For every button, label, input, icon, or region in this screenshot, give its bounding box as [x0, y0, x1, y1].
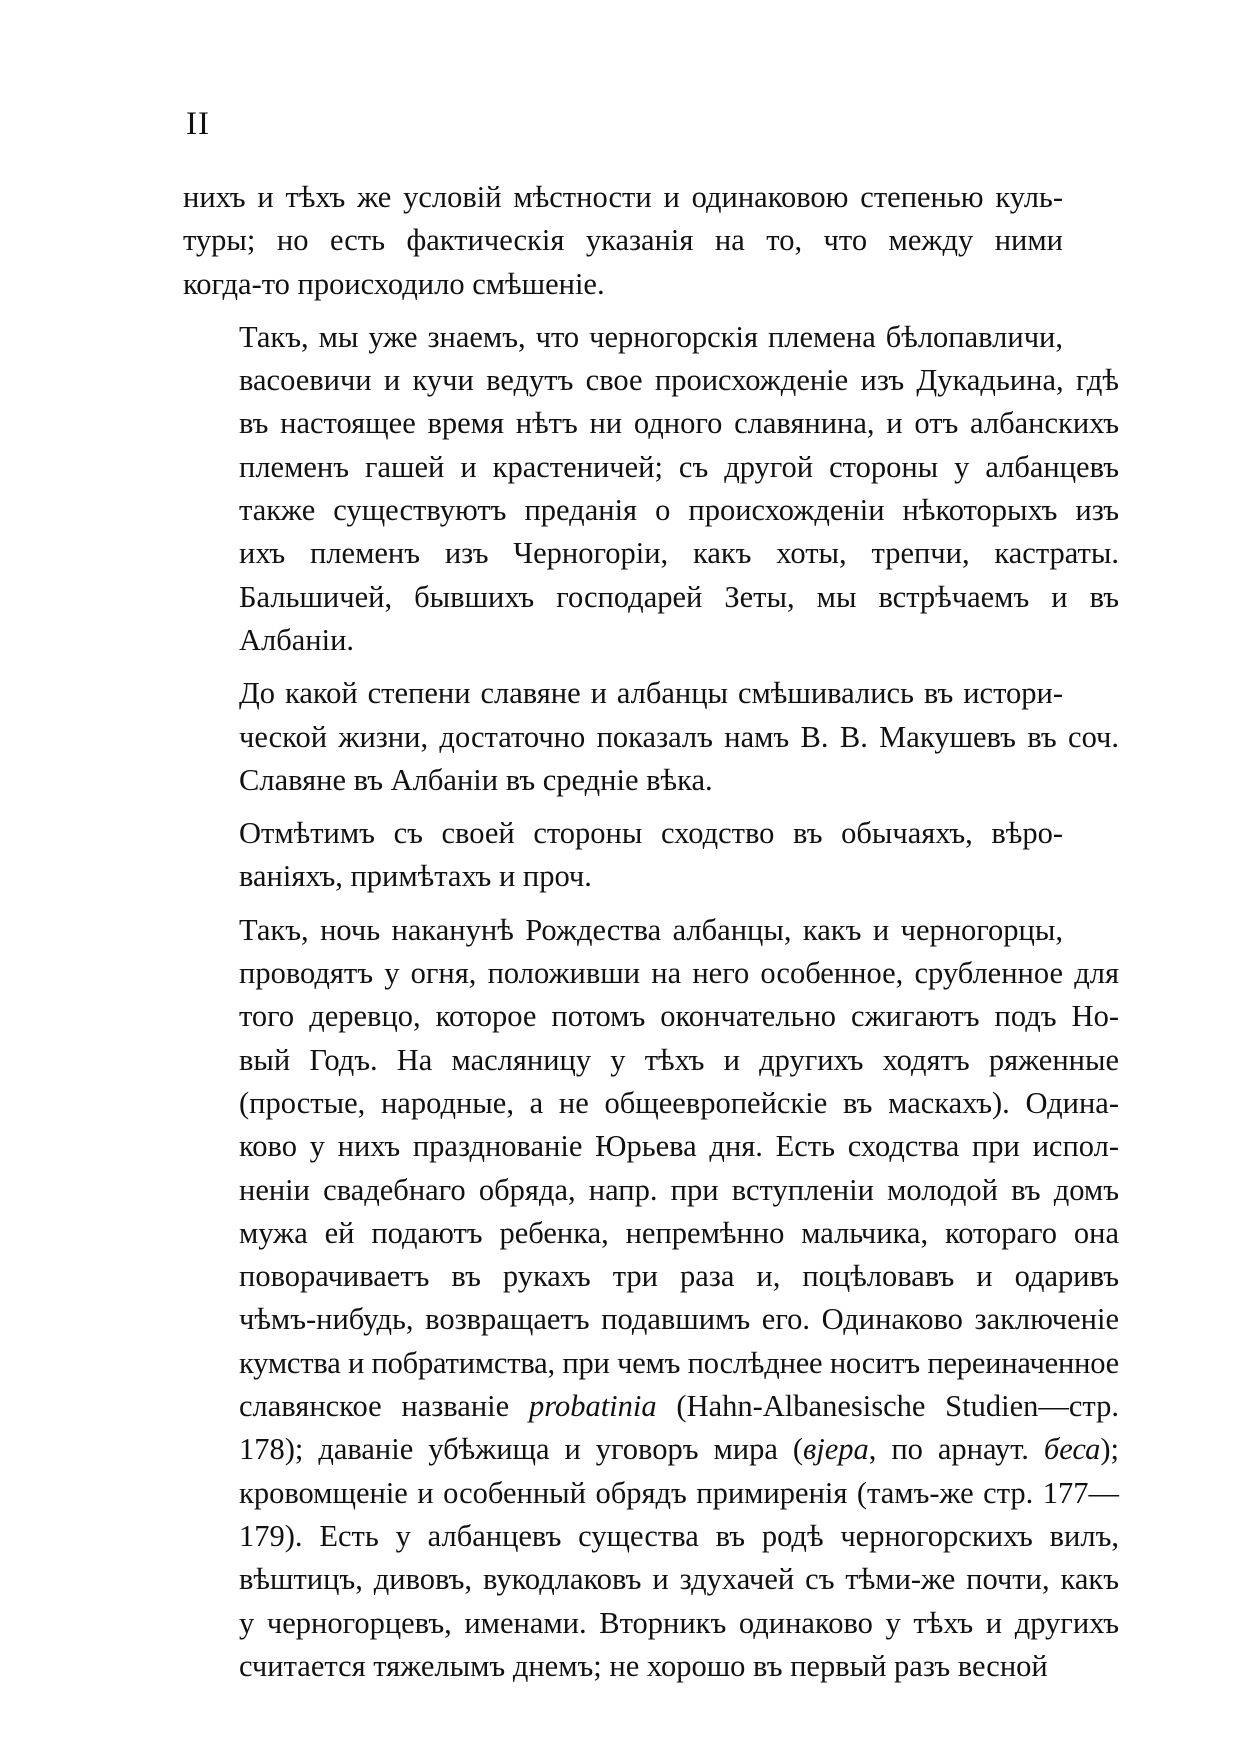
- line-text: 179). Есть у албанцевъ существа въ родѣ черногорскихъ вилъ,: [239, 1518, 1119, 1553]
- line-text: Такъ, ночь наканунѣ Рождества албанцы, какъ и черногорцы,: [239, 912, 1063, 947]
- text-line: [183, 1385, 1119, 1428]
- line-text: славянское названіе: [239, 1389, 529, 1424]
- text-line: [183, 1645, 1063, 1688]
- text-line: [183, 619, 1063, 662]
- line-text: кровомщеніе и особенный обрядъ примиренія (тамъ-же стр. 177—: [239, 1475, 1119, 1510]
- text-line: [183, 489, 1119, 532]
- line-text: у черногорцевъ, именами. Вторникъ одинаково у тѣхъ и другихъ: [239, 1605, 1119, 1640]
- line-text: вѣштицъ, дивовъ, вукодлаковъ и здухачей съ тѣми-же почти, какъ: [239, 1562, 1119, 1597]
- line-text: ково у нихъ празднованіе Юрьева дня. Есть сходства при испол-: [239, 1129, 1119, 1164]
- line-text: того деревцо, которое потомъ окончательно сжигаютъ подъ Но-: [239, 999, 1119, 1034]
- text-line: [183, 1039, 1119, 1082]
- italic-term: вјера: [803, 1432, 869, 1467]
- text-line: [183, 1558, 1119, 1601]
- text-line: [183, 1255, 1119, 1298]
- line-text: мужа ей подаютъ ребенка, непремѣнно мальчика, котораго она: [239, 1215, 1119, 1250]
- text-line: [183, 1602, 1119, 1645]
- line-text: Такъ, мы уже знаемъ, что черногорскія племена бѣлопавличи,: [239, 319, 1063, 354]
- line-text: Отмѣтимъ съ своей стороны сходство въ обычаяхъ, вѣро-: [239, 816, 1063, 851]
- text-line: [183, 176, 1063, 219]
- text-line: [183, 1342, 1119, 1385]
- text-line: [183, 759, 1063, 802]
- line-text: туры; но есть фактическія указанія на то, что между ними: [183, 223, 1063, 258]
- line-text: ихъ племенъ изъ Черногоріи, какъ хоты, трепчи, кастраты.: [239, 536, 1119, 571]
- text-line: [183, 402, 1119, 445]
- text-line: [183, 1515, 1119, 1558]
- text-line: [183, 1298, 1119, 1341]
- line-text: въ настоящее время нѣтъ ни одного славянина, и отъ албанскихъ: [239, 406, 1119, 441]
- line-text: ческой жизни, достаточно показалъ намъ В. В. Макушевъ въ соч.: [239, 719, 1119, 754]
- body-text: [183, 176, 1119, 1688]
- italic-term: беса: [1043, 1432, 1101, 1467]
- text-line: [183, 909, 1063, 952]
- line-text: До какой степени славяне и албанцы смѣшивались въ истори-: [239, 676, 1063, 711]
- line-text: Бальшичей, бывшихъ господарей Зеты, мы встрѣчаемъ и въ: [239, 579, 1119, 614]
- line-text: Албаніи.: [239, 622, 355, 657]
- text-line: [183, 446, 1119, 489]
- text-line: [183, 576, 1119, 619]
- line-text: племенъ гашей и крастеничей; съ другой стороны у албанцевъ: [239, 449, 1119, 484]
- text-line: [183, 952, 1119, 995]
- italic-term: probatinia: [528, 1389, 657, 1424]
- page-number: II: [186, 106, 210, 142]
- text-line: [183, 263, 1063, 306]
- line-text: поворачиваетъ въ рукахъ три раза и, поцѣловавъ и одаривъ: [239, 1259, 1119, 1294]
- line-text: (Hahn-Albanesische Studien—стр.: [656, 1389, 1119, 1424]
- text-line: [183, 219, 1063, 262]
- text-line: [183, 1212, 1119, 1255]
- text-line: [183, 316, 1063, 359]
- text-line: [183, 1125, 1119, 1168]
- text-line: [183, 855, 1063, 898]
- text-line: [183, 532, 1119, 575]
- text-line: [183, 1428, 1119, 1471]
- text-line: [183, 359, 1119, 402]
- line-text: считается тяжелымъ днемъ; не хорошо въ первый разъ весной: [239, 1648, 1048, 1683]
- text-line: [183, 1082, 1119, 1125]
- line-text: Славяне въ Албаніи въ средніе вѣка.: [239, 762, 713, 797]
- paragraph-2: [183, 316, 1119, 662]
- paragraph-1: [183, 176, 1063, 306]
- line-text: когда-то происходило смѣшеніе.: [183, 266, 605, 301]
- line-text: васоевичи и кучи ведутъ свое происхожденіе изъ Дукадьина, гдѣ: [239, 363, 1119, 398]
- line-text: также существуютъ преданія о происхожденіи нѣкоторыхъ изъ: [239, 493, 1119, 528]
- line-text: нихъ и тѣхъ же условій мѣстности и одинаковою степенью куль-: [183, 180, 1063, 214]
- line-text: проводятъ у огня, положивши на него особенное, срубленное для: [239, 956, 1119, 991]
- text-line: [183, 716, 1119, 759]
- line-text: кумства и побратимства, при чемъ послѣднее носитъ переиначенное: [239, 1345, 1119, 1380]
- line-text: чѣмъ-нибудь, возвращаетъ подавшимъ его. Одинаково заключеніе: [239, 1302, 1119, 1337]
- line-text: вый Годъ. На масляницу у тѣхъ и другихъ ходятъ ряженные: [239, 1042, 1119, 1077]
- text-line: [183, 995, 1119, 1038]
- line-text: 178); даваніе убѣжища и уговоръ мира (: [239, 1432, 804, 1467]
- text-line: [183, 812, 1063, 855]
- paragraph-3: [183, 672, 1119, 802]
- text-line: [183, 1472, 1119, 1515]
- paragraph-4: [183, 812, 1063, 899]
- line-text: , по арнаут.: [868, 1432, 1044, 1467]
- line-text: (простые, народные, а не общеевропейскіе въ маскахъ). Одина-: [239, 1085, 1119, 1120]
- text-line: [183, 1169, 1119, 1212]
- paragraph-5: [183, 909, 1119, 1688]
- line-text: );: [1100, 1432, 1119, 1467]
- line-text: ваніяхъ, примѣтахъ и проч.: [239, 859, 592, 894]
- text-line: [183, 672, 1063, 715]
- line-text: неніи свадебнаго обряда, напр. при вступленіи молодой въ домъ: [239, 1172, 1119, 1207]
